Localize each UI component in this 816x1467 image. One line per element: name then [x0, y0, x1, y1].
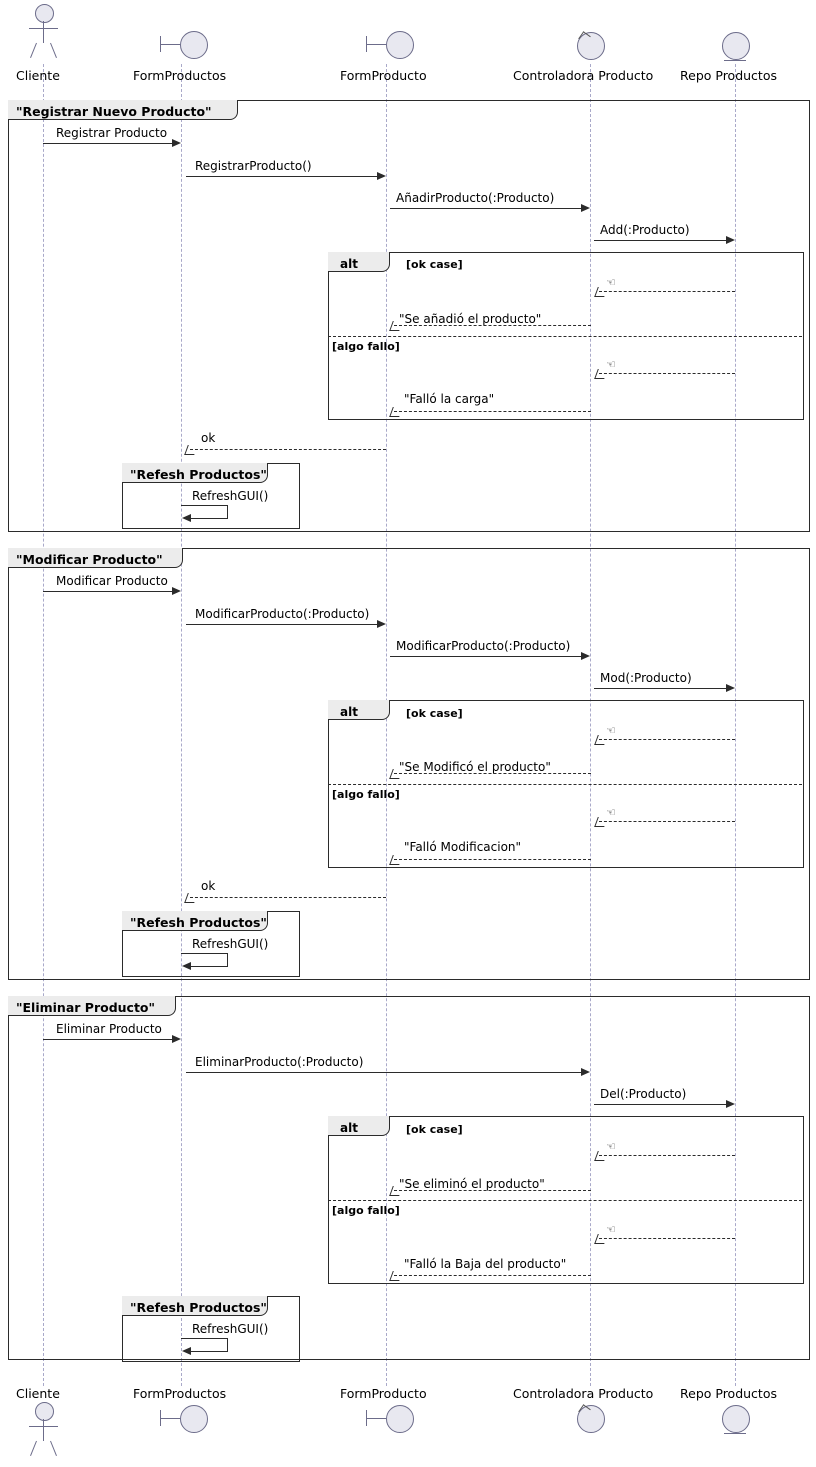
message-line-f1-m7: [190, 449, 386, 450]
message-line-f3-repo-fail: [599, 1238, 735, 1239]
inner-frame-title-f1: "Refesh Productos": [130, 467, 267, 482]
message-arrow-f2-m3: [581, 652, 590, 660]
participant-label-formproductos-top: FormProductos: [133, 68, 227, 83]
message-line-f2-m7: [190, 897, 386, 898]
entity-circle-repo-top: [722, 32, 750, 60]
alt-label-f3: alt: [340, 1121, 358, 1135]
message-arrow-f3-m3: [726, 1100, 735, 1108]
message-label-f1-m2: RegistrarProducto(): [195, 159, 312, 173]
message-label-f2-m4: Mod(:Producto): [600, 671, 692, 685]
message-label-f3-m2: EliminarProducto(:Producto): [195, 1055, 364, 1069]
participant-label-repo-top: Repo Productos: [680, 68, 777, 83]
self-msg-top-f3: [181, 1338, 228, 1339]
message-line-f3-m5: [394, 1275, 591, 1276]
message-line-f1-m2: [186, 176, 378, 177]
alt-divider-f2: [328, 784, 802, 785]
alt-divider-f1: [328, 336, 802, 337]
entity-base-repo-top: [724, 60, 746, 61]
boundary-circle-formproducto-top: [386, 31, 414, 59]
alt-guard-f2-2: [algo fallo]: [332, 788, 400, 801]
actor-arms-cliente-bottom: [29, 1426, 58, 1427]
self-msg-bottom-f1: [190, 518, 228, 519]
participant-label-cliente-bottom: Cliente: [16, 1386, 60, 1401]
message-line-f2-m3: [390, 656, 582, 657]
alt-guard-f3-1: [ok case]: [406, 1123, 463, 1136]
message-label-f2-m6: "Falló Modificacion": [404, 840, 522, 854]
message-line-f1-m3: [390, 208, 582, 209]
message-line-f3-m3: [594, 1104, 727, 1105]
message-label-f2-m1: Modificar Producto: [56, 574, 168, 588]
boundary-circle-formproductos-top: [180, 31, 208, 59]
message-line-f2-m4: [594, 688, 727, 689]
message-line-f1-m6: [394, 411, 591, 412]
message-label-f1-m7: ok: [201, 431, 216, 445]
boundary-stick-formproducto-top: [366, 44, 386, 45]
frame-title-registrar: "Registrar Nuevo Producto": [16, 104, 212, 119]
message-label-f2-m7: ok: [201, 879, 216, 893]
self-msg-bottom-f3: [190, 1351, 228, 1352]
message-line-f1-m1: [43, 143, 173, 144]
hand-icon-f2-ok: ☜: [606, 724, 616, 737]
alt-tab-f1: [328, 252, 390, 272]
message-line-f3-m1: [43, 1039, 173, 1040]
boundary-stick-formproducto-bottom: [366, 1418, 386, 1419]
message-label-f3-m4: "Se eliminó el producto": [399, 1177, 545, 1191]
message-label-f1-m3: AñadirProducto(:Producto): [396, 191, 555, 205]
actor-leg-right-cliente-bottom: [50, 1441, 57, 1456]
hand-icon-f1-ok: ☜: [606, 276, 616, 289]
alt-guard-f3-2: [algo fallo]: [332, 1204, 400, 1217]
message-label-f1-m4: Add(:Producto): [600, 223, 690, 237]
message-label-f2-m8: RefreshGUI(): [192, 937, 269, 951]
participant-label-repo-bottom: Repo Productos: [680, 1386, 777, 1401]
self-msg-right-f1: [227, 505, 228, 518]
alt-guard-f1-1: [ok case]: [406, 258, 463, 271]
alt-label-f2: alt: [340, 705, 358, 719]
message-line-f1-repo-ok: [599, 291, 735, 292]
self-msg-arrow-f3: [182, 1347, 191, 1355]
message-line-f3-repo-ok: [599, 1155, 735, 1156]
message-label-f1-m6: "Falló la carga": [404, 392, 495, 406]
message-arrow-f2-m4: [726, 684, 735, 692]
frame-title-modificar: "Modificar Producto": [16, 552, 163, 567]
message-label-f3-m1: Eliminar Producto: [56, 1022, 162, 1036]
message-arrow-f2-m1: [172, 587, 181, 595]
actor-arms-cliente-top: [29, 28, 58, 29]
message-label-f3-m6: RefreshGUI(): [192, 1322, 269, 1336]
message-arrow-f1-m3: [581, 204, 590, 212]
message-label-f2-m3: ModificarProducto(:Producto): [396, 639, 571, 653]
actor-leg-left-cliente-top: [30, 43, 37, 58]
participant-label-formproductos-bottom: FormProductos: [133, 1386, 227, 1401]
actor-leg-left-cliente-bottom: [30, 1441, 37, 1456]
inner-frame-title-f2: "Refesh Productos": [130, 915, 267, 930]
message-label-f2-m5: "Se Modificó el producto": [399, 760, 551, 774]
self-msg-arrow-f2: [182, 962, 191, 970]
message-line-f1-repo-fail: [599, 373, 735, 374]
message-label-f3-m3: Del(:Producto): [600, 1087, 687, 1101]
hand-icon-f3-fail: ☜: [606, 1223, 616, 1236]
boundary-stick-formproductos-top: [160, 44, 180, 45]
hand-icon-f3-ok: ☜: [606, 1140, 616, 1153]
participant-label-formproducto-bottom: FormProducto: [340, 1386, 427, 1401]
boundary-circle-formproducto-bottom: [386, 1405, 414, 1433]
entity-circle-repo-bottom: [722, 1405, 750, 1433]
message-arrow-f1-m4: [726, 236, 735, 244]
participant-label-controladora-top: Controladora Producto: [513, 68, 654, 83]
alt-label-f1: alt: [340, 257, 358, 271]
self-msg-bottom-f2: [190, 966, 228, 967]
actor-leg-right-cliente-top: [50, 43, 57, 58]
message-arrow-f3-m2: [581, 1068, 590, 1076]
alt-guard-f2-1: [ok case]: [406, 707, 463, 720]
hand-icon-f2-fail: ☜: [606, 806, 616, 819]
message-line-f2-m1: [43, 591, 173, 592]
message-line-f3-m2: [186, 1072, 582, 1073]
message-line-f2-repo-ok: [599, 739, 735, 740]
message-line-f2-m6: [394, 859, 591, 860]
actor-head-cliente-top: [35, 4, 54, 23]
message-label-f2-m2: ModificarProducto(:Producto): [195, 607, 370, 621]
message-line-f1-m4: [594, 240, 727, 241]
actor-body-cliente-top: [43, 21, 44, 43]
hand-icon-f1-fail: ☜: [606, 358, 616, 371]
message-arrow-f1-m1: [172, 139, 181, 147]
alt-divider-f3: [328, 1200, 802, 1201]
message-line-f2-repo-fail: [599, 821, 735, 822]
message-label-f3-m5: "Falló la Baja del producto": [404, 1257, 567, 1271]
message-label-f1-m8: RefreshGUI(): [192, 489, 269, 503]
boundary-stick-formproductos-bottom: [160, 1418, 180, 1419]
message-arrow-f2-m2: [377, 620, 386, 628]
alt-tab-f3: [328, 1116, 390, 1136]
alt-guard-f1-2: [algo fallo]: [332, 340, 400, 353]
message-label-f1-m1: Registrar Producto: [56, 126, 168, 140]
participant-label-controladora-bottom: Controladora Producto: [513, 1386, 654, 1401]
message-arrow-f1-m2: [377, 172, 386, 180]
actor-body-cliente-bottom: [43, 1419, 44, 1441]
message-arrow-f3-m1: [172, 1035, 181, 1043]
participant-label-formproducto-top: FormProducto: [340, 68, 427, 83]
inner-frame-title-f3: "Refesh Productos": [130, 1300, 267, 1315]
message-line-f2-m2: [186, 624, 378, 625]
self-msg-arrow-f1: [182, 514, 191, 522]
boundary-circle-formproductos-bottom: [180, 1405, 208, 1433]
entity-base-repo-bottom: [724, 1433, 746, 1434]
frame-title-eliminar: "Eliminar Producto": [16, 1000, 156, 1015]
actor-head-cliente-bottom: [35, 1402, 54, 1421]
alt-tab-f2: [328, 700, 390, 720]
message-label-f1-m5: "Se añadió el producto": [399, 312, 542, 326]
participant-label-cliente-top: Cliente: [16, 68, 60, 83]
self-msg-right-f2: [227, 953, 228, 966]
self-msg-right-f3: [227, 1338, 228, 1351]
self-msg-top-f2: [181, 953, 228, 954]
